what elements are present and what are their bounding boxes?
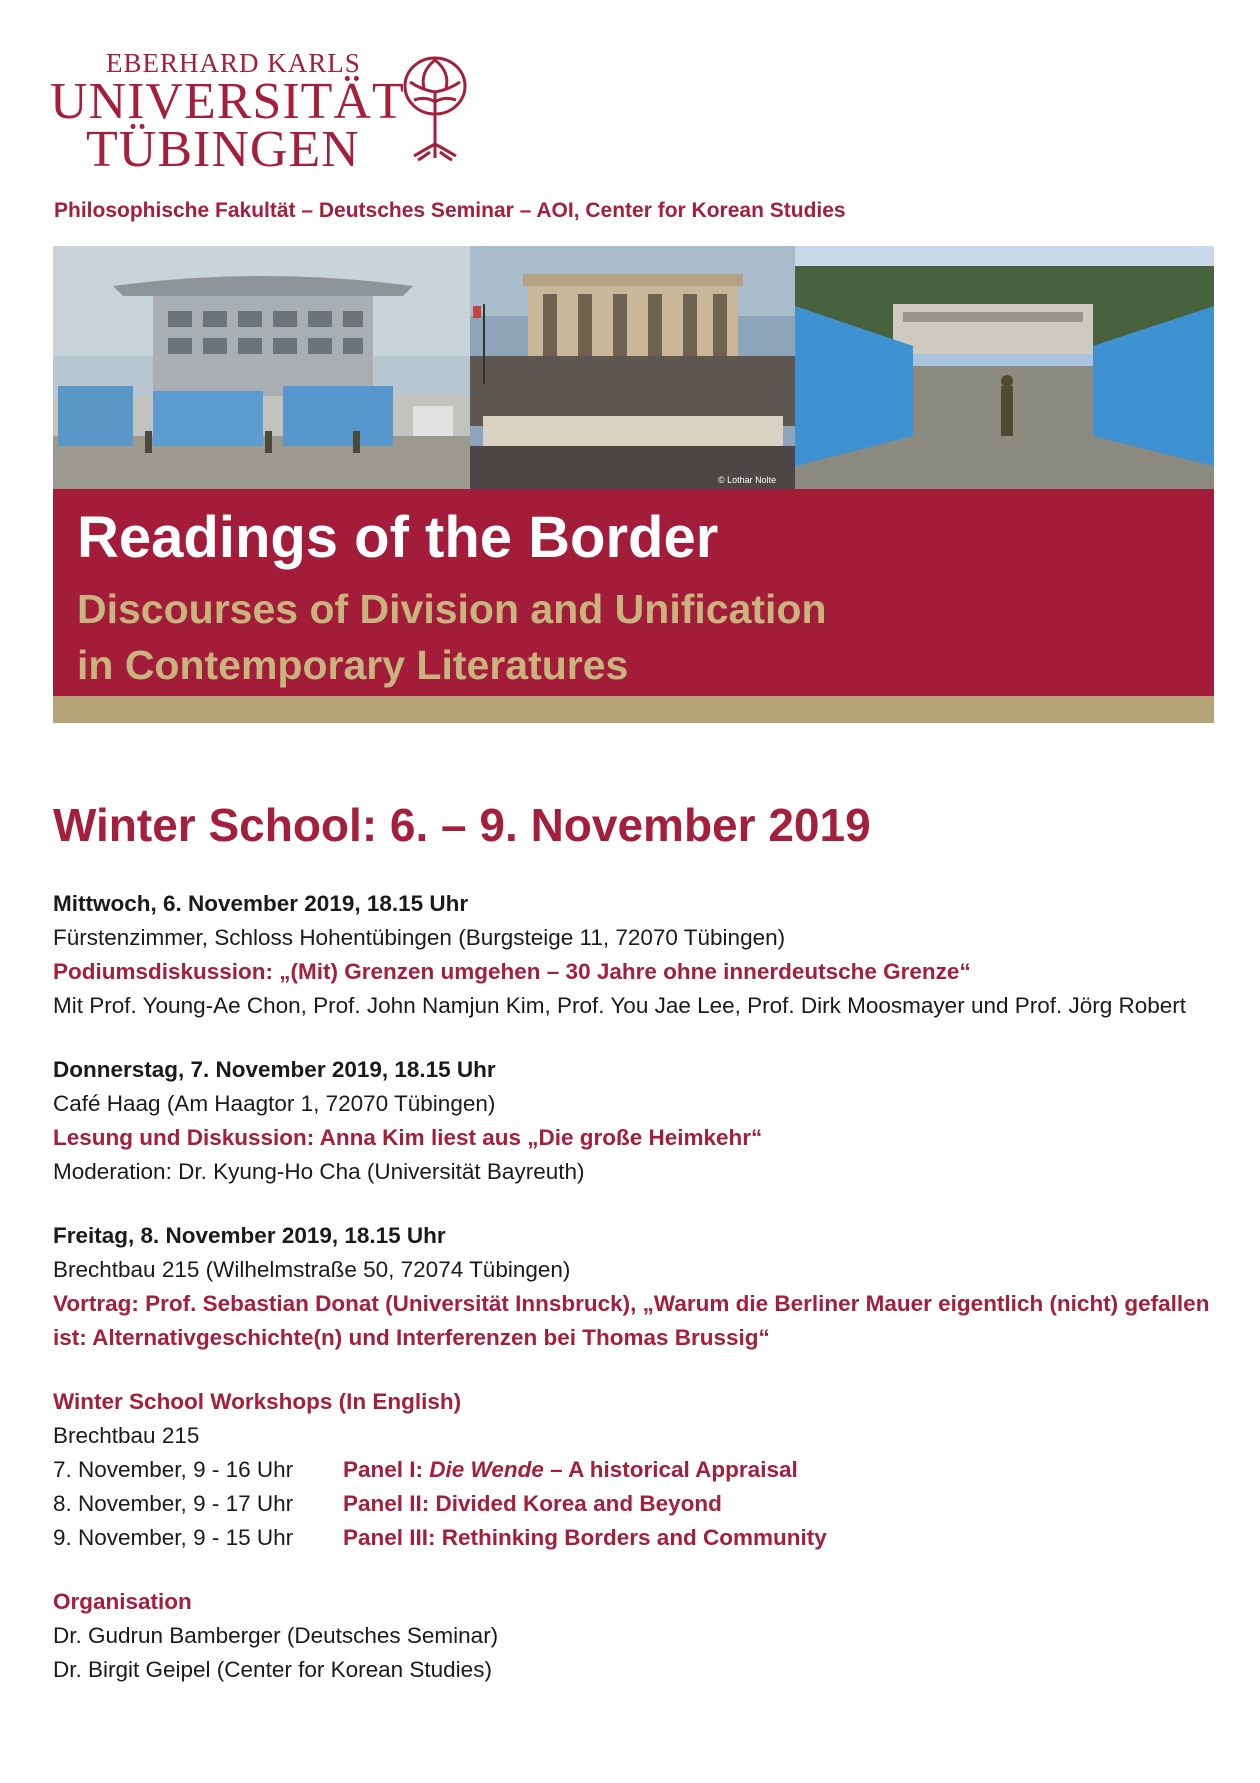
panel-row bbox=[53, 1487, 1213, 1521]
organisation-heading: Organisation bbox=[53, 1589, 192, 1614]
event-date: Donnerstag, 7. November 2019, 18.15 Uhr bbox=[53, 1057, 496, 1082]
panel-title: Panel I: Die Wende – A historical Appraisal bbox=[343, 1457, 798, 1482]
jsa-huts-photo bbox=[795, 246, 1214, 489]
logo-line-3: TÜBINGEN bbox=[86, 121, 360, 178]
panel-title: Panel II: Divided Korea and Beyond bbox=[343, 1491, 722, 1516]
panel-date: 8. November, 9 - 17 Uhr bbox=[53, 1491, 294, 1516]
logo-line-1: EBERHARD KARLS bbox=[106, 48, 361, 78]
event-2 bbox=[53, 1053, 1213, 1189]
event-title: Vortrag: Prof. Sebastian Donat (Universität Innsbruck), „Warum die Berliner Mauer eigentlich (nicht) gefallen ist: Alternativgeschichte(n) und Interferenzen bei Thomas Brussig“ bbox=[53, 1291, 1210, 1350]
event-venue: Fürstenzimmer, Schloss Hohentübingen (Burgsteige 11, 72070 Tübingen) bbox=[53, 925, 786, 950]
event-title: Podiumsdiskussion: „(Mit) Grenzen umgehen – 30 Jahre ohne innerdeutsche Grenze“ bbox=[53, 959, 971, 984]
logo-line-2: UNIVERSITÄT bbox=[50, 73, 405, 130]
event-date: Mittwoch, 6. November 2019, 18.15 Uhr bbox=[53, 891, 469, 916]
event-venue: Brechtbau 215 (Wilhelmstraße 50, 72074 Tübingen) bbox=[53, 1257, 571, 1282]
page-title: Readings of the Border bbox=[77, 505, 719, 570]
photo-strip bbox=[53, 246, 1214, 489]
panel-date: 7. November, 9 - 16 Uhr bbox=[53, 1457, 294, 1482]
organiser: Dr. Birgit Geipel (Center for Korean Studies) bbox=[53, 1657, 492, 1682]
event-detail: Mit Prof. Young-Ae Chon, Prof. John Namjun Kim, Prof. You Jae Lee, Prof. Dirk Moosmayer und Prof. Jörg Robert bbox=[53, 993, 1187, 1018]
title-banner bbox=[53, 489, 1214, 696]
event-date: Freitag, 8. November 2019, 18.15 Uhr bbox=[53, 1223, 446, 1248]
organisation bbox=[53, 1585, 1213, 1687]
subtitle-line-2: in Contemporary Literatures bbox=[77, 642, 629, 688]
panel-row bbox=[53, 1453, 1213, 1487]
event-detail: Moderation: Dr. Kyung-Ho Cha (Universität Bayreuth) bbox=[53, 1159, 585, 1184]
faculty-line: Philosophische Fakultät – Deutsches Seminar – AOI, Center for Korean Studies bbox=[54, 199, 846, 222]
subtitle-line-1: Discourses of Division and Unification bbox=[77, 586, 827, 632]
event-1 bbox=[53, 887, 1213, 1023]
workshops-heading: Winter School Workshops (In English) bbox=[53, 1389, 462, 1414]
panel-row bbox=[53, 1521, 1213, 1555]
panel-title: Panel III: Rethinking Borders and Community bbox=[343, 1525, 827, 1550]
panel-date: 9. November, 9 - 15 Uhr bbox=[53, 1525, 294, 1550]
page-subtitle bbox=[77, 581, 827, 693]
workshops-venue: Brechtbau 215 bbox=[53, 1423, 200, 1448]
tree-logo-icon bbox=[400, 52, 470, 162]
brandenburg-gate-photo bbox=[470, 246, 795, 489]
event-3 bbox=[53, 1219, 1213, 1355]
workshops bbox=[53, 1385, 1213, 1555]
event-venue: Café Haag (Am Haagtor 1, 72070 Tübingen) bbox=[53, 1091, 496, 1116]
organiser: Dr. Gudrun Bamberger (Deutsches Seminar) bbox=[53, 1623, 499, 1648]
panmunjom-photo bbox=[53, 246, 470, 489]
program-content bbox=[53, 887, 1213, 1717]
photo-credit: © Lothar Nolte bbox=[718, 475, 777, 485]
gold-divider bbox=[53, 696, 1214, 723]
winter-school-heading: Winter School: 6. – 9. November 2019 bbox=[53, 799, 871, 851]
event-title: Lesung und Diskussion: Anna Kim liest aus „Die große Heimkehr“ bbox=[53, 1125, 763, 1150]
